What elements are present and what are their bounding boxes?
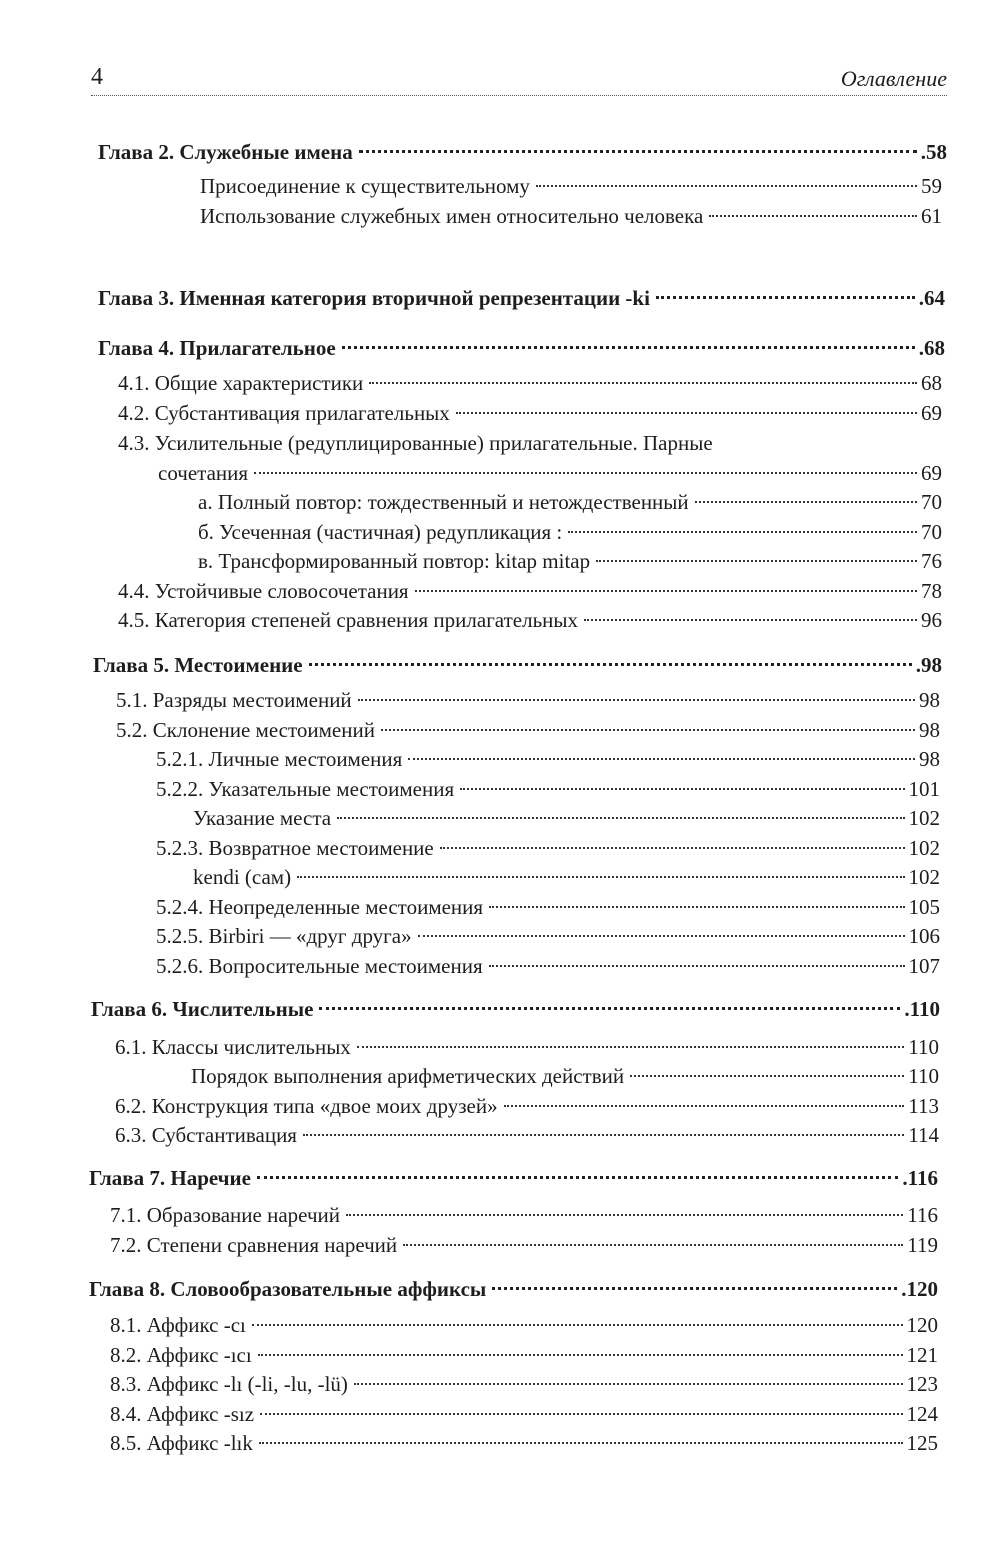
toc-entry-title: 5.2.6. Вопросительные местоимения <box>156 954 483 978</box>
toc-entry-title: 5.1. Разряды местоимений <box>116 688 352 712</box>
toc-entry-title: Указание места <box>193 806 332 830</box>
toc-entry <box>110 1200 938 1230</box>
dot-leader <box>303 1134 904 1136</box>
toc-page-number: 70 <box>921 520 942 544</box>
dot-leader <box>252 1324 903 1326</box>
toc-page-number: 98 <box>919 747 940 771</box>
toc-entry <box>110 1340 938 1370</box>
dot-leader <box>297 876 904 878</box>
toc-entry <box>156 892 940 922</box>
toc-page-number: 102 <box>908 865 940 889</box>
toc-entry <box>193 803 940 833</box>
toc-page-number: 78 <box>921 579 942 603</box>
dot-leader <box>489 965 905 967</box>
toc-page-number: 102 <box>908 806 940 830</box>
toc-page-number: 96 <box>921 608 942 632</box>
header-rule <box>91 95 947 96</box>
toc-entry-title: сочетания <box>158 461 249 485</box>
toc-entry <box>158 458 942 488</box>
toc-entry-title: 8.1. Аффикс -cı <box>110 1313 246 1337</box>
dot-leader <box>489 906 904 908</box>
dot-leader <box>456 412 917 414</box>
toc-entry-title: 4.1. Общие характеристики <box>118 371 364 395</box>
toc-entry-title: 6.3. Субстантивация <box>115 1123 297 1147</box>
toc-page-number: 119 <box>907 1233 938 1257</box>
dot-leader <box>337 817 904 819</box>
toc-entry <box>156 951 940 981</box>
toc-entry <box>200 201 942 231</box>
toc-entry <box>115 1091 939 1121</box>
dot-leader <box>257 1176 898 1179</box>
toc-chapter-7 <box>89 1163 938 1193</box>
toc-page-number: 124 <box>906 1402 938 1426</box>
toc-entry <box>118 576 942 606</box>
toc-entry <box>193 862 940 892</box>
toc-entry <box>156 744 940 774</box>
toc-page-number: 102 <box>908 836 940 860</box>
toc-entry-title: 5.2.4. Неопределенные местоимения <box>156 895 484 919</box>
dot-leader <box>408 758 915 760</box>
toc-entry-title: в. Трансформированный повтор: kitap mitap <box>198 549 591 573</box>
toc-entry <box>115 1032 939 1062</box>
dot-leader <box>695 501 917 503</box>
running-title: Оглавление <box>840 66 947 91</box>
toc-entry-title: 8.3. Аффикс -lı (-li, -lu, -lü) <box>110 1372 348 1396</box>
toc-entry-title: 5.2.1. Личные местоимения <box>156 747 403 771</box>
dot-leader <box>357 1046 904 1048</box>
toc-chapter-8 <box>89 1274 938 1304</box>
toc-entry <box>110 1399 938 1429</box>
toc-entry-title: Глава 6. Числительные <box>91 997 314 1021</box>
dot-leader <box>440 847 905 849</box>
dot-leader <box>504 1105 905 1107</box>
toc-page-number: 123 <box>906 1372 938 1396</box>
toc-entry-title: а. Полный повтор: тождественный и нетождественный <box>198 490 689 514</box>
toc-chapter-4 <box>98 333 945 363</box>
dot-leader <box>415 590 917 592</box>
dot-leader <box>319 1007 900 1010</box>
toc-page-number: 68 <box>921 371 942 395</box>
toc-entry-title: 5.2.2. Указательные местоимения <box>156 777 455 801</box>
toc-page-number: 59 <box>921 174 942 198</box>
toc-page-number: 110 <box>908 1035 939 1059</box>
dot-leader <box>369 382 917 384</box>
dot-leader <box>584 619 917 621</box>
toc-page-number: 98 <box>919 688 940 712</box>
toc-page-number: .58 <box>920 140 947 164</box>
toc-entry-title: 6.1. Классы числительных <box>115 1035 351 1059</box>
toc-chapter-3 <box>98 283 945 313</box>
toc-page-number: 116 <box>907 1203 938 1227</box>
toc-entry-title: Присоединение к существительному <box>200 174 530 198</box>
dot-leader <box>536 185 917 187</box>
toc-entry-title: 7.2. Степени сравнения наречий <box>110 1233 398 1257</box>
dot-leader <box>709 215 917 217</box>
toc-entry-title: 8.2. Аффикс -ıcı <box>110 1343 252 1367</box>
toc-entry-title: 5.2. Склонение местоимений <box>116 718 375 742</box>
toc-page-number: 110 <box>908 1064 939 1088</box>
dot-leader <box>309 663 912 666</box>
toc-entry <box>110 1428 938 1458</box>
toc-page-number: 98 <box>919 718 940 742</box>
toc-page-number: 106 <box>908 924 940 948</box>
toc-entry <box>156 774 940 804</box>
dot-leader <box>381 729 915 731</box>
dot-leader <box>260 1413 902 1415</box>
toc-page-number: 70 <box>921 490 942 514</box>
toc-entry-title: 8.4. Аффикс -sız <box>110 1402 255 1426</box>
dot-leader <box>460 788 904 790</box>
dot-leader <box>358 699 915 701</box>
toc-page-number: 107 <box>908 954 940 978</box>
toc-page-number: .116 <box>902 1166 938 1190</box>
toc-entry <box>156 921 940 951</box>
toc-page-number: .64 <box>918 286 945 310</box>
toc-entry-title: б. Усеченная (частичная) редупликация : <box>198 520 563 544</box>
toc-chapter-5 <box>93 650 942 680</box>
toc-entry-title: Глава 8. Словообразовательные аффиксы <box>89 1277 487 1301</box>
toc-entry-title: Порядок выполнения арифметических действий <box>191 1064 625 1088</box>
dot-leader <box>259 1442 903 1444</box>
page-header <box>91 64 947 96</box>
toc-entry <box>191 1061 939 1091</box>
toc-entry-title: Глава 4. Прилагательное <box>98 336 336 360</box>
toc-entry-title: Глава 7. Наречие <box>89 1166 251 1190</box>
toc-page-number: 69 <box>921 401 942 425</box>
toc-entry <box>200 171 942 201</box>
toc-entry-title: 5.2.3. Возвратное местоимение <box>156 836 434 860</box>
toc-page-number: .68 <box>918 336 945 360</box>
toc-entry <box>156 833 940 863</box>
toc-entry <box>110 1369 938 1399</box>
toc-page-number: .110 <box>904 997 940 1021</box>
page-number: 4 <box>91 64 103 90</box>
toc-entry <box>118 605 942 635</box>
dot-leader <box>254 472 917 474</box>
toc-entry <box>116 685 940 715</box>
toc-page-number: 125 <box>906 1431 938 1455</box>
toc-entry-title: 6.2. Конструкция типа «двое моих друзей» <box>115 1094 498 1118</box>
dot-leader <box>656 296 915 299</box>
toc-page-number: 101 <box>908 777 940 801</box>
toc-page-number: .98 <box>915 653 942 677</box>
toc-entry-title: 4.4. Устойчивые словосочетания <box>118 579 409 603</box>
toc-page-number: 69 <box>921 461 942 485</box>
toc-entry-title: 5.2.5. Birbiri — «друг друга» <box>156 924 412 948</box>
toc-page-number: 105 <box>908 895 940 919</box>
toc-entry <box>115 1120 939 1150</box>
toc-entry-title: Глава 3. Именная категория вторичной репрезентации -ki <box>98 286 650 310</box>
toc-entry-title: 8.5. Аффикс -lık <box>110 1431 253 1455</box>
toc-entry <box>110 1310 938 1340</box>
toc-page-number: .120 <box>901 1277 938 1301</box>
toc-entry <box>118 398 942 428</box>
toc-entry-title: 4.2. Субстантивация прилагательных <box>118 401 450 425</box>
toc-page-number: 120 <box>906 1313 938 1337</box>
toc-entry-title: Использование служебных имен относительно человека <box>200 204 704 228</box>
toc-entry <box>116 715 940 745</box>
toc-entry <box>110 1230 938 1260</box>
dot-leader <box>359 150 917 153</box>
toc-chapter-6 <box>91 994 940 1024</box>
toc-entry-line <box>118 428 942 458</box>
toc-page-number: 114 <box>908 1123 939 1147</box>
toc-page-number: 113 <box>908 1094 939 1118</box>
toc-entry <box>198 487 942 517</box>
dot-leader <box>630 1075 904 1077</box>
toc-page-number: 61 <box>921 204 942 228</box>
dot-leader <box>342 346 915 349</box>
dot-leader <box>346 1214 903 1216</box>
dot-leader <box>418 935 905 937</box>
toc-entry-title: Глава 5. Местоимение <box>93 653 303 677</box>
dot-leader <box>596 560 917 562</box>
dot-leader <box>568 531 917 533</box>
toc-entry-title: Глава 2. Служебные имена <box>98 140 353 164</box>
toc-chapter-2 <box>98 137 947 167</box>
toc-page-number: 121 <box>906 1343 938 1367</box>
dot-leader <box>403 1244 903 1246</box>
dot-leader <box>492 1287 897 1290</box>
dot-leader <box>258 1354 903 1356</box>
toc-entry-title: 4.5. Категория степеней сравнения прилагательных <box>118 608 578 632</box>
toc-entry-title: 4.3. Усилительные (редуплицированные) прилагательные. Парные <box>118 431 713 455</box>
toc-entry <box>198 546 942 576</box>
toc-entry-title: kendi (сам) <box>193 865 292 889</box>
toc-entry-title: 7.1. Образование наречий <box>110 1203 340 1227</box>
toc-entry <box>198 517 942 547</box>
dot-leader <box>354 1383 903 1385</box>
toc-page-number: 76 <box>921 549 942 573</box>
toc-entry <box>118 368 942 398</box>
